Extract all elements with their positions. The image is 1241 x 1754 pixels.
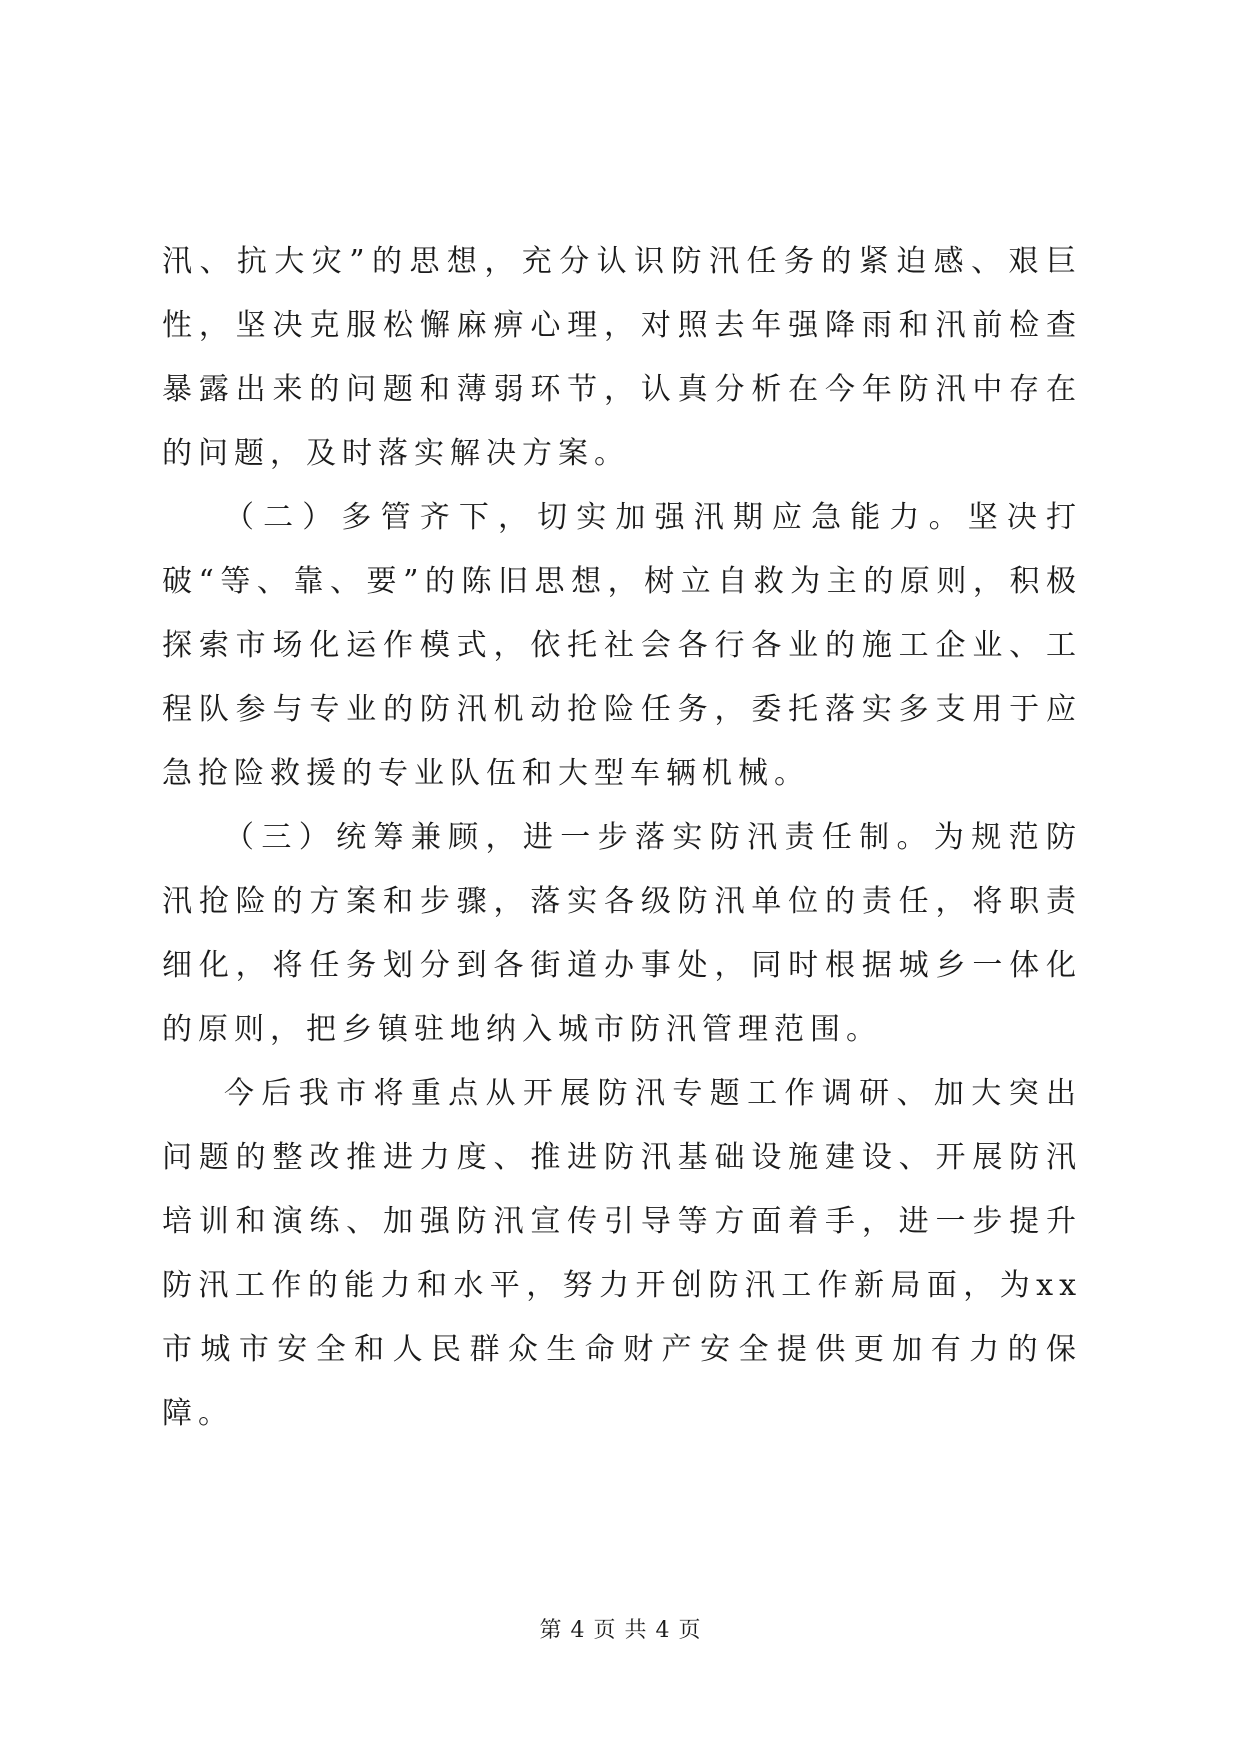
paragraph-conclusion: 今后我市将重点从开展防汛专题工作调研、加大突出问题的整改推进力度、推进防汛基础设施建设、开展防汛培训和演练、加强防汛宣传引导等方面着手，进一步提升防汛工作的能力和水平，努力开创防汛工作新局面，为xx市城市安全和人民群众生命财产安全提供更加有力的保障。 xyxy=(162,1076,1082,1431)
page-footer: 第 4 页 共 4 页 xyxy=(539,1618,702,1643)
document-body xyxy=(162,230,1082,1446)
paragraph-continuation: 汛、抗大灾”的思想，充分认识防汛任务的紧迫感、艰巨性，坚决克服松懈麻痹心理，对照去年强降雨和汛前检查暴露出来的问题和薄弱环节，认真分析在今年防汛中存在的问题，及时落实解决方案。 xyxy=(162,244,1082,471)
paragraph-section-three: （三）统筹兼顾，进一步落实防汛责任制。为规范防汛抢险的方案和步骤，落实各级防汛单位的责任，将职责细化，将任务划分到各街道办事处，同时根据城乡一体化的原则，把乡镇驻地纳入城市防汛管理范围。 xyxy=(162,820,1082,1047)
paragraph-section-two: （二）多管齐下，切实加强汛期应急能力。坚决打破“等、靠、要”的陈旧思想，树立自救为主的原则，积极探索市场化运作模式，依托社会各行各业的施工企业、工程队参与专业的防汛机动抢险任务，委托落实多支用于应急抢险救援的专业队伍和大型车辆机械。 xyxy=(162,500,1082,791)
